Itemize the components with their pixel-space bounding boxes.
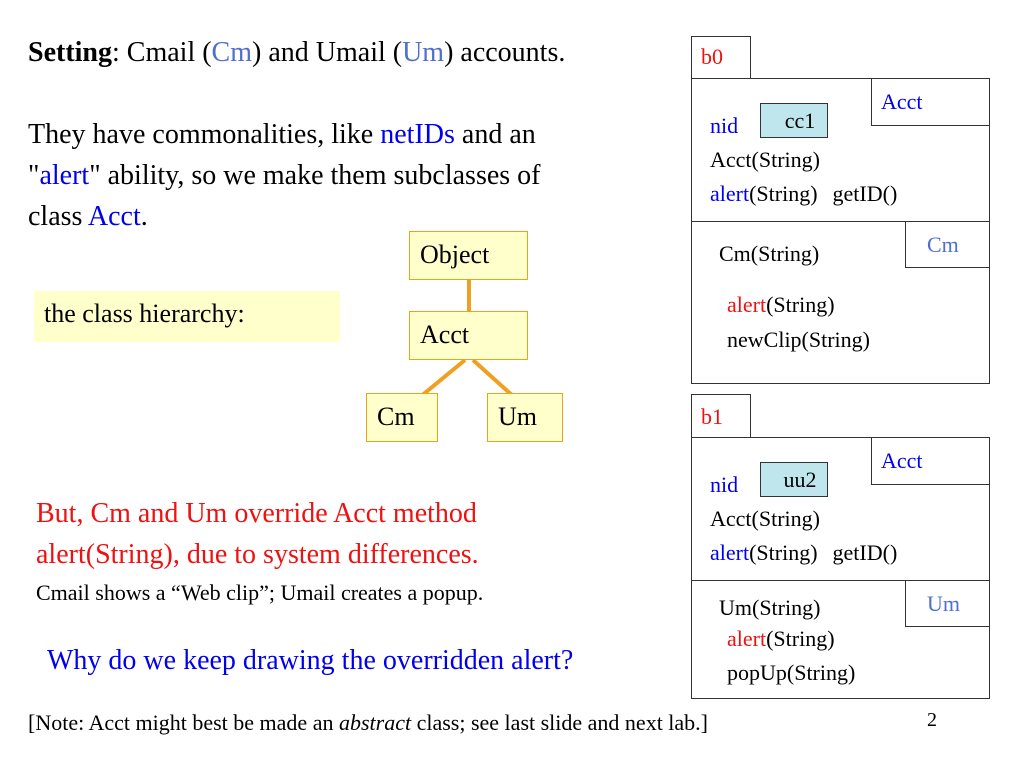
sub-method: popUp(String)	[727, 660, 856, 685]
sub-method: newClip(String)	[727, 327, 870, 352]
connector-acct-um	[473, 360, 514, 397]
abstract-word: abstract	[338, 710, 412, 735]
acct-partition-label-box	[871, 437, 990, 485]
note-text-a: [Note: Acct might best be made an	[28, 710, 339, 735]
class-acct: Acct	[409, 311, 528, 360]
sub-partition-label: Um	[927, 591, 960, 616]
sub-alert-line	[727, 626, 835, 652]
setting-text-1: : Cmail (	[112, 37, 212, 68]
acct-partition-label: Acct	[881, 88, 923, 114]
acct-methods-line	[710, 181, 897, 207]
sub-partition-label: Cm	[927, 232, 959, 257]
acct-alert-params: (String)	[749, 540, 818, 565]
getid-method: getID()	[832, 540, 898, 565]
sub-alert-line	[727, 292, 835, 318]
override-line-3: Cmail shows a “Web clip”; Umail creates a popup.	[36, 580, 484, 605]
common-text-1a: They have commonalities, like	[28, 119, 381, 150]
object-b0	[691, 78, 990, 384]
setting-um: Um	[402, 37, 445, 68]
nid-field-label: nid	[710, 472, 739, 497]
page-number: 2	[927, 709, 937, 731]
common-text-1c: and an	[454, 119, 536, 150]
sub-constructor: Cm(String)	[719, 241, 820, 266]
setting-cm: Cm	[211, 37, 253, 68]
acct-constructor: Acct(String)	[710, 147, 820, 172]
nid-field-label: nid	[710, 113, 739, 138]
object-tab-b1	[691, 394, 751, 438]
setting-text-3: ) accounts.	[444, 37, 566, 68]
nid-field-value: cc1	[760, 103, 828, 138]
override-line-2: alert(String), due to system differences.	[36, 539, 479, 570]
sub-partition-label-box	[905, 221, 990, 268]
class-object: Object	[409, 231, 528, 280]
acct-alert-params: (String)	[749, 181, 818, 206]
alert-word: alert	[39, 160, 90, 191]
acct-partition-label: Acct	[881, 447, 923, 473]
acct-word: Acct	[87, 201, 141, 232]
common-text-2a: "	[28, 160, 40, 191]
acct-partition-label-box	[871, 78, 990, 126]
object-b1	[691, 437, 990, 699]
connector-acct-cm	[420, 360, 465, 397]
common-text-2c: " ability, so we make them subclasses of	[89, 160, 541, 191]
setting-bold: Setting	[28, 37, 112, 68]
override-line-1: But, Cm and Um override Acct method	[36, 498, 477, 529]
class-cm: Cm	[366, 393, 438, 442]
sub-constructor: Um(String)	[719, 595, 821, 620]
sub-partition-label-box	[905, 580, 990, 627]
netids-word: netIDs	[380, 119, 455, 150]
question-line: Why do we keep drawing the overridden alert?	[47, 645, 574, 676]
footnote	[28, 710, 708, 736]
object-tab-label: b1	[701, 404, 723, 429]
acct-constructor: Acct(String)	[710, 506, 820, 531]
sub-alert-params: (String)	[766, 292, 835, 317]
object-tab-b0	[691, 36, 751, 79]
getid-method: getID()	[832, 181, 898, 206]
sub-alert-params: (String)	[766, 626, 835, 651]
class-um: Um	[487, 393, 563, 442]
acct-alert-name: alert	[710, 181, 750, 206]
hierarchy-label: the class hierarchy:	[34, 291, 340, 342]
note-text-c: class; see last slide and next lab.]	[411, 710, 709, 735]
setting-text-2: ) and Umail (	[252, 37, 403, 68]
common-text-3c: .	[140, 201, 148, 232]
object-tab-label: b0	[701, 44, 723, 69]
acct-alert-name: alert	[710, 540, 750, 565]
acct-methods-line	[710, 540, 897, 566]
sub-alert-name: alert	[727, 292, 767, 317]
common-text-3a: class	[28, 201, 88, 232]
sub-alert-name: alert	[727, 626, 767, 651]
nid-field-value: uu2	[760, 462, 828, 497]
